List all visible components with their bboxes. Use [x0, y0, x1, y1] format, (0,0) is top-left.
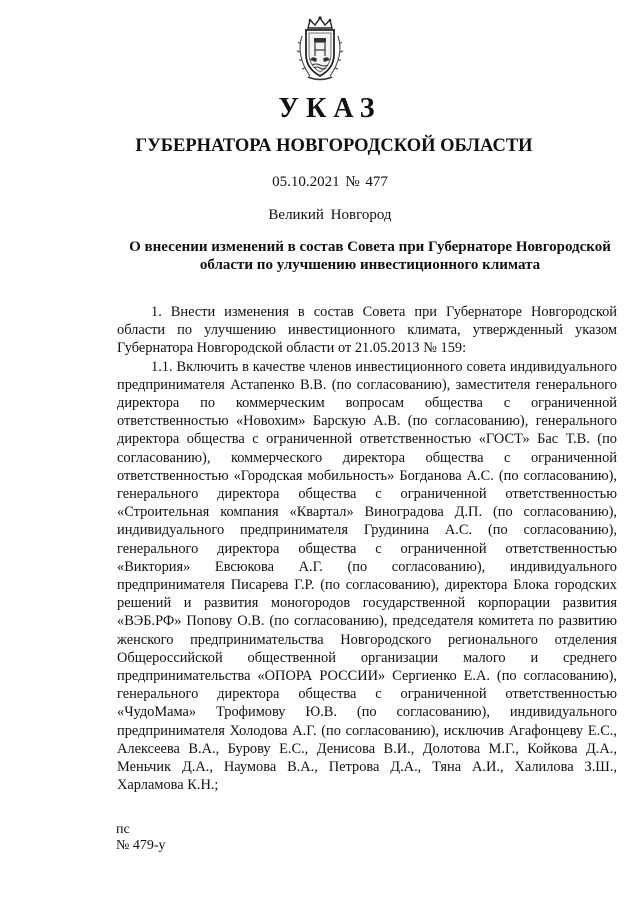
coat-of-arms-icon — [290, 14, 350, 84]
number-sign: № — [345, 174, 360, 190]
document-number: 477 — [365, 174, 388, 190]
document-subject: О внесении изменений в состав Совета при Губернаторе Новгородской области по улучшению инвестиционного климата — [129, 239, 611, 273]
footer-registration — [116, 822, 166, 854]
document-date: 05.10.2021 — [272, 174, 340, 190]
executor-initials: пс — [116, 822, 130, 837]
document-type-title: УКАЗ — [278, 93, 382, 124]
document-body — [117, 303, 617, 794]
registration-number: № 479-у — [116, 838, 166, 853]
issuer-title: ГУБЕРНАТОРА НОВГОРОДСКОЙ ОБЛАСТИ — [135, 136, 533, 156]
paragraph-1: 1. Внести изменения в состав Совета при Губернаторе Новгородской области по улучшению инвестиционного климата, утвержденный указом Губернатора Новгородской области от 21.05.2013 № 159: — [117, 304, 617, 357]
date-number-line — [0, 174, 640, 191]
city-name: Великий Новгород — [268, 207, 392, 223]
paragraph-1-1: 1.1. Включить в качестве членов инвестиционного совета индивидуального предпринимателя Астапенко В.В. (по согласованию), заместителя генерального директора по коммерческим вопросам общества с ограниченной ответственностью «Новохим» Барскую А.В. (по согласованию), генерального директора общества с ограниченной ответственностью «ГОСТ» Бас Т.В. (по согласованию), коммерческого директора общества с ограниченной ответственностью «Городская мобильность» Богданова А.С. (по согласованию), генерального директора общества с ограниченной ответственностью «Строительная компания «Квартал» Виноградова Д.П. (по согласованию), индивидуального предпринимателя Грудинина А.С. (по согласованию), генерального директора общества с ограниченной ответственностью «Виктория» Евсюкова А.Г. (по согласованию), индивидуального предпринимателя Писарева Г.Р. (по согласованию), директора Блока городских решений и развития моногородов государственной корпорации развития «ВЭБ.РФ» Попову О.В. (по согласованию), председателя комитета по развитию женского предпринимательства Новгородского регионального отделения Общероссийской общественной организации малого и среднего предпринимательства «ОПОРА РОССИИ» Сергиенко Е.А. (по согласованию), генерального директора общества с ограниченной ответственностью «ЧудоМама» Трофимову Ю.В. (по согласованию), индивидуального предпринимателя Холодова А.Г. (по согласованию), исключив Агафонцеву Е.С., Алексеева В.А., Бурову Е.С., Денисова В.И., Долотова М.Г., Койкова Д.А., Меньчик Д.А., Наумова В.А., Петрова Д.А., Тяна А.И., Халилова З.Ш., Харламова К.Н.; — [117, 358, 617, 794]
